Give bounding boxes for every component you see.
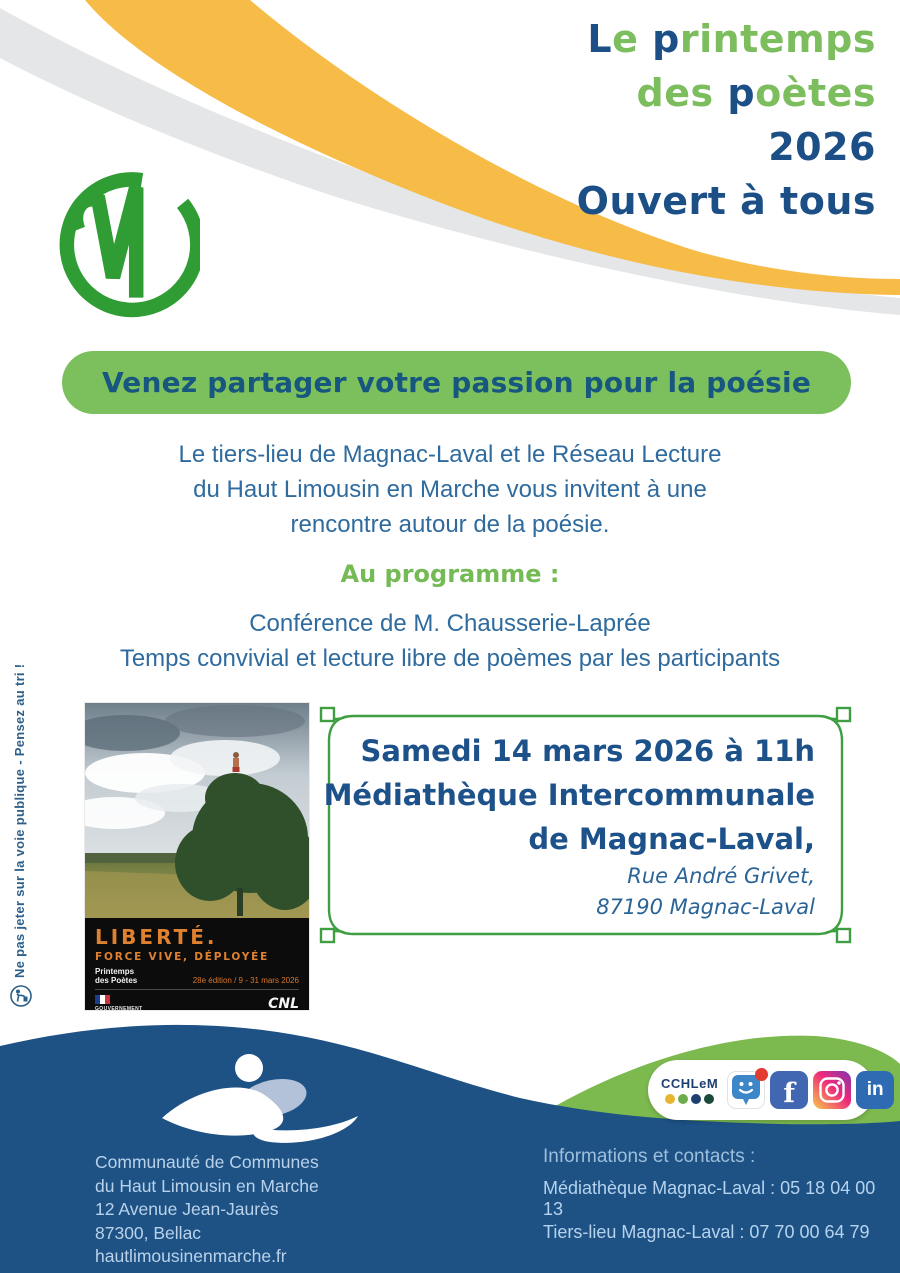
program-item: Conférence de M. Chausserie-Laprée [249, 610, 651, 637]
event-details [324, 729, 815, 923]
event-venue-line1: Médiathèque Intercommunale [323, 778, 815, 812]
contact-phone-tierslieu: Tiers-lieu Magnac-Laval : 07 70 00 64 79 [543, 1222, 870, 1242]
french-flag-icon [95, 995, 110, 1004]
cchlem-badge [661, 1076, 718, 1104]
event-date: Samedi 14 mars 2026 à 11h [360, 734, 815, 768]
cchlem-label: CCHLeM [661, 1076, 719, 1091]
org-website-link[interactable]: hautlimousinenmarche.fr [95, 1246, 287, 1266]
gouvernement-logo: GOUVERNEMENT [95, 995, 143, 1010]
event-info-box [318, 705, 853, 945]
intro-line: Le tiers-lieu de Magnac-Laval et le Réseau Lecture [178, 441, 722, 468]
dot-green [678, 1094, 688, 1104]
program-heading: Au programme : [340, 560, 560, 588]
banner-pill [62, 351, 851, 414]
org-line: 87300, Bellac [95, 1222, 202, 1243]
program-item: Temps convivial et lecture libre de poèmes par les participants [119, 645, 781, 672]
cchlem-color-dots [665, 1094, 714, 1104]
cnl-logo: CNL [268, 995, 299, 1010]
linkedin-icon[interactable]: in [856, 1071, 894, 1109]
title-open-to-all: Ouvert à tous [576, 179, 876, 223]
poster-edition: 28e édition / 9 - 31 mars 2026 [192, 976, 299, 985]
intro-line: du Haut Limousin en Marche vous invitent à une [193, 476, 707, 503]
dot-yellow [665, 1094, 675, 1104]
instagram-icon[interactable] [813, 1071, 851, 1109]
tidyman-recycle-icon [9, 984, 33, 1008]
contact-phone-mediatheque: Médiathèque Magnac-Laval : 05 18 04 00 13 [543, 1178, 876, 1219]
program-list [0, 606, 900, 676]
org-line: du Haut Limousin en Marche [95, 1175, 319, 1196]
facebook-icon[interactable]: f [770, 1071, 808, 1109]
event-address-line2: 87190 Magnac-Laval [596, 895, 815, 919]
title-line-1: Le printemps [587, 17, 876, 61]
event-venue-line2: de Magnac-Laval, [528, 822, 815, 856]
banner-text: Venez partager votre passion pour la poésie [101, 366, 812, 399]
org-line: Communauté de Communes [95, 1152, 319, 1172]
notification-badge [755, 1068, 768, 1081]
poster-subtitle: FORCE VIVE, DÉPLOYÉE [95, 951, 270, 963]
poster-divider [95, 989, 299, 990]
intro-line: rencontre autour de la poésie. [290, 511, 610, 538]
poster-brand: Printemps des Poètes [95, 967, 138, 985]
side-note-vertical: Ne pas jeter sur la voie publique - Pensez au tri ! [12, 663, 27, 978]
event-address-line1: Rue André Grivet, [627, 864, 815, 888]
contacts-heading: Informations et contacts : [543, 1146, 756, 1167]
page-title [577, 12, 876, 228]
footer [0, 1020, 900, 1273]
printemps-poster [85, 703, 309, 1010]
m-logo-icon [55, 170, 200, 318]
dot-darkgreen [704, 1094, 714, 1104]
cchlm-logo-figure [150, 1042, 380, 1152]
intramuros-app-icon[interactable] [727, 1071, 765, 1109]
footer-org-block [95, 1151, 319, 1269]
intro-paragraph [0, 437, 900, 542]
org-line: 12 Avenue Jean-Jaurès [95, 1199, 279, 1219]
poster-title: LIBERTÉ. [95, 925, 218, 949]
title-year: 2026 [768, 125, 876, 169]
social-media-pill [648, 1060, 884, 1120]
title-line-2: des poètes [636, 71, 876, 115]
poster-person-figure [233, 752, 240, 772]
dot-navy [691, 1094, 701, 1104]
poster-caption-band [85, 918, 309, 1010]
footer-contacts-block [543, 1146, 900, 1243]
poster-photo-tree-scene [85, 703, 309, 918]
mediatheque-m-logo [55, 170, 200, 318]
